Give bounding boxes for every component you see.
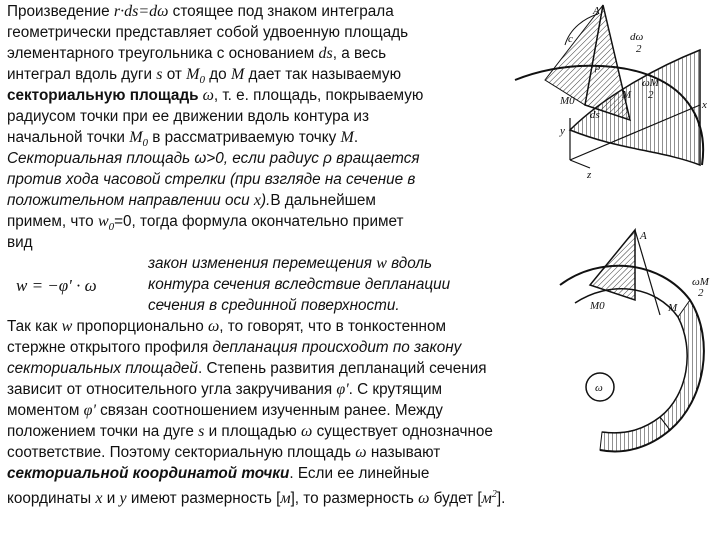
warping-epure-lower bbox=[600, 417, 670, 451]
text-line-7: начальной точки $M_0$ в рассматриваемую точку M. bbox=[7, 129, 359, 150]
text-line-11: примем, что $w_0=0$, тогда формула окончательно примет bbox=[7, 213, 404, 234]
z-axis bbox=[570, 160, 590, 168]
label-omega-m-den-bottom: 2 bbox=[698, 287, 704, 299]
sectorial-area-diagram-top bbox=[490, 0, 720, 185]
text-line-1: Произведение r·ds=dω стоящее под знаком интеграла bbox=[7, 3, 394, 20]
formula: w = −φ' · ω bbox=[16, 276, 97, 295]
label-omega-center: ω bbox=[595, 382, 603, 394]
label-a: A bbox=[593, 5, 600, 17]
text-line-14: контура сечения вследствие депланации bbox=[148, 276, 451, 293]
label-y: y bbox=[560, 125, 565, 137]
text-line-5: секториальную площадь ω, т. е. площадь, покрываемую bbox=[7, 87, 424, 104]
label-domega: dω bbox=[630, 31, 644, 43]
text-line-9: против хода часовой стрелки (при взгляде на сечение в bbox=[7, 171, 416, 188]
text-line-8: Секториальная площадь ω>0, если радиус ρ вращается bbox=[7, 150, 420, 167]
text-line-2: геометрически представляет собой удвоенную площадь bbox=[7, 24, 409, 41]
label-a-bottom: A bbox=[640, 230, 647, 242]
text-line-18: секториальных площадей. Степень развития депланаций сечения bbox=[7, 360, 487, 377]
text-line-24: координаты x и y имеют размерность [м], то размерность ω будет $[м^2]$. bbox=[7, 489, 506, 508]
text-line-19: зависит от относительного угла закручивания φ'. С крутящим bbox=[7, 381, 443, 398]
label-m0: M0 bbox=[560, 95, 575, 107]
label-domega-den: 2 bbox=[636, 43, 642, 55]
label-m: M bbox=[622, 89, 632, 101]
warping-epure bbox=[660, 300, 704, 430]
text-line-6: радиусом точки при ее движении вдоль контура из bbox=[7, 108, 369, 125]
label-omega-m: ωM bbox=[642, 77, 659, 89]
label-ds: ds bbox=[590, 109, 600, 121]
text-line-13: закон изменения перемещения w вдоль bbox=[148, 255, 433, 272]
label-omega-m-den: 2 bbox=[648, 89, 654, 101]
text-line-23: секториальной координатой точки. Если ее линейные bbox=[7, 465, 430, 482]
sectorial-area-diagram-bottom bbox=[540, 225, 715, 465]
label-x: x bbox=[702, 99, 707, 111]
text-line-3: элементарного треугольника с основанием ds, а весь bbox=[7, 45, 387, 62]
sector-triangle-bottom bbox=[590, 230, 635, 300]
text-line-10: положительном направлении оси x).В дальнейшем bbox=[7, 192, 376, 209]
label-m-bottom: M bbox=[668, 302, 678, 314]
text-line-15: сечения в срединной поверхности. bbox=[148, 297, 400, 314]
label-c: c bbox=[568, 33, 573, 45]
text-line-22: соответствие. Поэтому секториальную площадь ω называют bbox=[7, 444, 441, 461]
label-z: z bbox=[587, 169, 592, 181]
text-line-12: вид bbox=[7, 234, 33, 251]
text-line-4: интеграл вдоль дуги s от $M_0$ до M дает так называемую bbox=[7, 66, 402, 87]
label-omega-m-bottom: ωM bbox=[692, 276, 709, 288]
text-line-16: Так как w пропорционально ω, то говорят, что в тонкостенном bbox=[7, 318, 447, 335]
text-line-17: стержне открытого профиля депланация происходит по закону bbox=[7, 339, 462, 356]
label-rho: ρ bbox=[595, 61, 601, 73]
text-line-20: моментом φ' связан соотношением изученным ранее. Между bbox=[7, 402, 443, 419]
text-line-21: положением точки на дуге s и площадью ω существует однозначное bbox=[7, 423, 493, 440]
label-m0-bottom: M0 bbox=[590, 300, 605, 312]
